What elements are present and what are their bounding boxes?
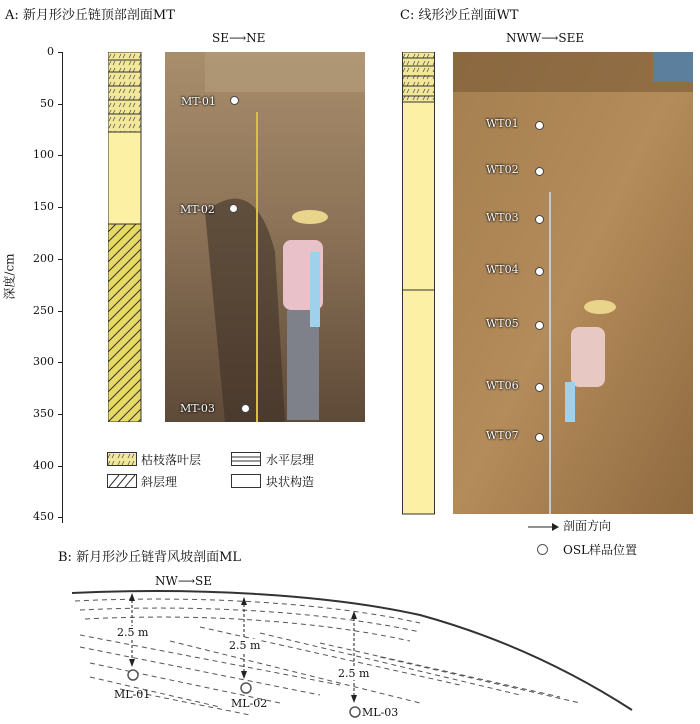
legend-litter-swatch <box>107 452 137 466</box>
osl-sample-dot <box>229 204 238 213</box>
profile-direction-arrow-icon <box>528 522 560 532</box>
depth-axis-line <box>62 52 63 523</box>
depth-tick <box>58 259 62 260</box>
depth-tick-label: 100 <box>33 148 54 162</box>
depth-axis-label: 深度/cm <box>2 253 17 300</box>
sample-label-wt: WT05 <box>486 317 519 330</box>
legend-oblique-swatch <box>107 474 137 488</box>
sample-label-wt: WT03 <box>486 211 519 224</box>
osl-sample-dot <box>535 267 544 276</box>
depth-tick <box>58 362 62 363</box>
osl-sample-dot <box>535 321 544 330</box>
panel-b-direction: NW⟶SE <box>155 574 213 588</box>
panel-a-direction: SE⟶NE <box>212 31 266 45</box>
stratigraphic-column-a <box>108 52 142 422</box>
panel-c-direction: NWW⟶SEE <box>506 31 585 45</box>
depth-tick <box>58 311 62 312</box>
depth-tick <box>58 414 62 415</box>
sample-label-ml03: ML-03 <box>362 706 399 719</box>
depth-tick <box>58 517 62 518</box>
stratigraphic-column-c <box>402 52 436 516</box>
sample-label-ml01: ML-01 <box>114 688 151 701</box>
osl-sample-dot <box>535 167 544 176</box>
sample-label-mt02: MT-02 <box>180 203 215 216</box>
sample-label-mt01: MT-01 <box>181 95 216 108</box>
legend-profile-direction-label: 剖面方向 <box>563 519 612 533</box>
depth-tick <box>58 466 62 467</box>
osl-sample-dot <box>230 96 239 105</box>
osl-sample-dot <box>535 433 544 442</box>
depth-tick-label: 150 <box>33 200 54 214</box>
depth-label-ml03: 2.5 m <box>338 667 370 680</box>
sample-label-wt: WT04 <box>486 263 519 276</box>
depth-label-ml01: 2.5 m <box>117 626 149 639</box>
sample-label-mt03: MT-03 <box>180 402 215 415</box>
depth-tick-label: 200 <box>33 251 54 265</box>
depth-tick-label: 250 <box>33 303 54 317</box>
legend-massive-swatch <box>231 474 261 488</box>
legend-horizontal-label: 水平层理 <box>266 453 315 467</box>
depth-tick <box>58 104 62 105</box>
sample-label-ml02: ML-02 <box>231 697 268 710</box>
osl-sample-dot <box>535 215 544 224</box>
legend-osl-label: OSL样品位置 <box>563 543 638 557</box>
legend-massive-label: 块状构造 <box>266 475 315 489</box>
osl-sample-icon <box>537 544 548 555</box>
depth-tick-label: 300 <box>33 355 54 369</box>
panel-b-title: B: 新月形沙丘链背风坡剖面ML <box>58 550 242 565</box>
sample-label-wt: WT07 <box>486 429 519 442</box>
depth-label-ml02: 2.5 m <box>229 639 261 652</box>
osl-sample-dot <box>535 383 544 392</box>
depth-tick-label: 450 <box>33 510 54 524</box>
depth-tick-label: 350 <box>33 406 54 420</box>
sample-label-wt: WT06 <box>486 379 519 392</box>
legend-oblique-label: 斜层理 <box>141 475 178 489</box>
osl-sample-dot <box>241 404 250 413</box>
depth-tick <box>58 207 62 208</box>
depth-tick-label: 0 <box>47 45 54 58</box>
leeward-slope-profile-diagram <box>0 585 700 724</box>
panel-c-title: C: 线形沙丘剖面WT <box>400 8 519 23</box>
legend-litter-label: 枯枝落叶层 <box>141 453 202 467</box>
sample-label-wt: WT01 <box>486 117 519 130</box>
panel-a-title: A: 新月形沙丘链顶部剖面MT <box>5 8 175 23</box>
depth-tick <box>58 155 62 156</box>
depth-tick-label: 50 <box>40 96 54 110</box>
depth-tick-label: 400 <box>33 458 54 472</box>
legend-horizontal-swatch <box>231 452 261 466</box>
sample-label-wt: WT02 <box>486 163 519 176</box>
depth-tick <box>58 52 62 53</box>
osl-sample-dot <box>535 121 544 130</box>
